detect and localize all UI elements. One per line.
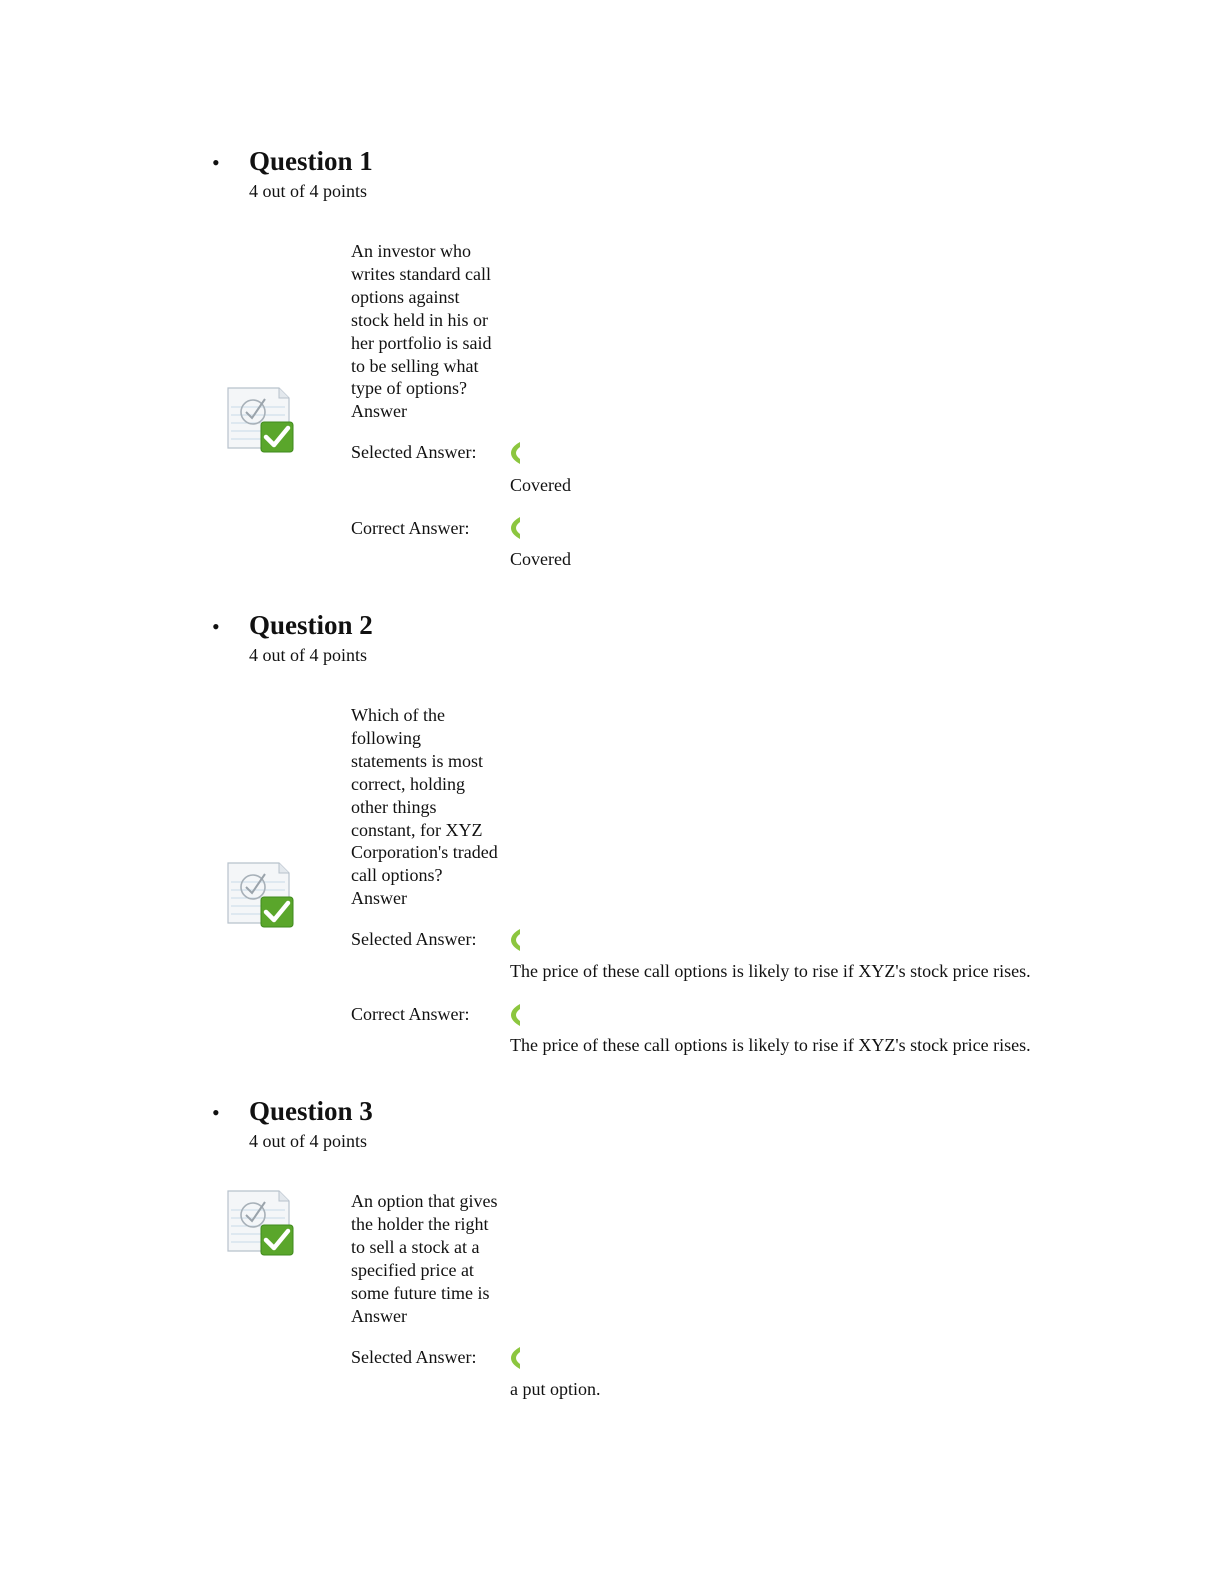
question-text-line: other things	[351, 796, 437, 817]
correct-marker-icon	[509, 516, 523, 540]
question-title: Question 3	[249, 1096, 373, 1126]
question-text	[351, 1190, 521, 1327]
selected-answer-label: Selected Answer:	[351, 929, 477, 949]
bullet: •	[212, 614, 220, 639]
selected-answer-value: a put option.	[510, 1379, 601, 1399]
question-text-line: her portfolio is said	[351, 332, 492, 353]
selected-answer-value: Covered	[510, 475, 571, 495]
question-text-line: call options?	[351, 865, 443, 886]
question-points: 4 out of 4 points	[249, 1131, 368, 1151]
question-text-line: constant, for XYZ	[351, 819, 483, 840]
question-text	[351, 704, 521, 910]
correct-marker-icon	[509, 441, 523, 465]
answer-heading: Answer	[351, 1305, 407, 1326]
question-points: 4 out of 4 points	[249, 645, 368, 665]
question-text-line: options against	[351, 286, 460, 307]
question-text-line: stock held in his or	[351, 309, 488, 330]
question-text-line: to be selling what	[351, 355, 479, 376]
correct-answer-label: Correct Answer:	[351, 1004, 470, 1024]
correct-answer-value: The price of these call options is likely to rise if XYZ's stock price rises.	[510, 1035, 1031, 1055]
bullet: •	[212, 1100, 220, 1125]
question-text-line: type of options?	[351, 378, 467, 399]
selected-answer-label: Selected Answer:	[351, 1347, 477, 1367]
selected-answer-value: The price of these call options is likely to rise if XYZ's stock price rises.	[510, 961, 1031, 981]
question-text-line: to sell a stock at a	[351, 1236, 480, 1257]
question-text-line: Corporation's traded	[351, 842, 498, 863]
question-text-line: the holder the right	[351, 1213, 489, 1234]
correct-marker-icon	[509, 928, 523, 952]
question-points: 4 out of 4 points	[249, 181, 368, 201]
question-text-line: An option that gives	[351, 1191, 498, 1211]
selected-answer-label: Selected Answer:	[351, 442, 477, 462]
question-text-line: An investor who	[351, 241, 471, 261]
question-text-line: statements is most	[351, 750, 483, 771]
bullet: •	[212, 150, 220, 175]
question-title: Question 1	[249, 146, 373, 176]
question-text-line: writes standard call	[351, 263, 491, 284]
question-text-line: following	[351, 727, 421, 748]
correct-marker-icon	[509, 1346, 523, 1370]
correct-answer-value: Covered	[510, 549, 571, 569]
answer-heading: Answer	[351, 888, 407, 909]
question-text	[351, 240, 521, 423]
question-text-line: specified price at	[351, 1259, 474, 1280]
answer-heading: Answer	[351, 401, 407, 422]
correct-answer-label: Correct Answer:	[351, 518, 470, 538]
question-text-line: Which of the	[351, 705, 445, 725]
correct-check-icon	[225, 1188, 297, 1256]
question-text-line: correct, holding	[351, 773, 465, 794]
question-title: Question 2	[249, 610, 373, 640]
correct-check-icon	[225, 860, 297, 928]
question-text-line: some future time is	[351, 1282, 490, 1303]
correct-marker-icon	[509, 1003, 523, 1027]
correct-check-icon	[225, 385, 297, 453]
